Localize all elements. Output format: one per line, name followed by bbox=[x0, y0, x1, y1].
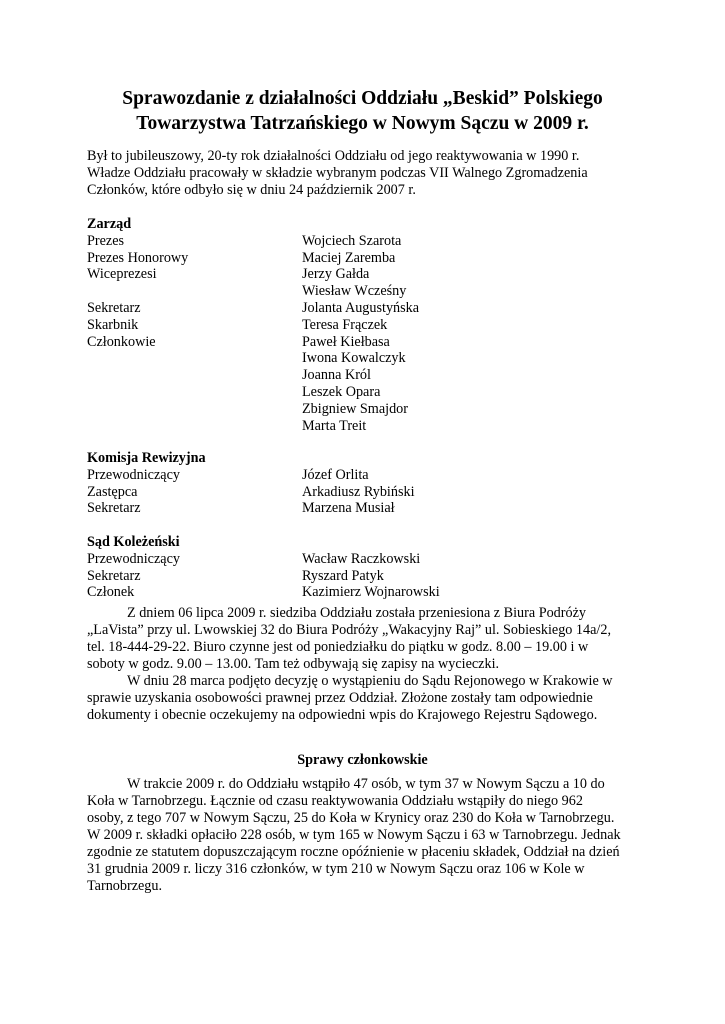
member-name: Wojciech Szarota bbox=[302, 232, 402, 249]
member-name: Jolanta Augustyńska bbox=[302, 299, 420, 316]
member-name: Maciej Zaremba bbox=[302, 249, 396, 266]
intro-paragraph bbox=[87, 148, 657, 199]
zarzad-row bbox=[87, 334, 647, 351]
zarzad-row bbox=[87, 384, 647, 401]
paragraph-line: Tarnobrzegu. bbox=[87, 878, 163, 894]
role-label: Członek bbox=[87, 584, 135, 601]
zarzad-row bbox=[87, 367, 647, 384]
member-name: Józef Orlita bbox=[302, 466, 369, 483]
member-name: Jerzy Gałda bbox=[302, 266, 370, 283]
paragraph-line bbox=[87, 776, 642, 793]
sad-row bbox=[87, 584, 647, 601]
title-line-2: Towarzystwa Tatrzańskiego w Nowym Sączu w 2009 r. bbox=[136, 113, 589, 134]
paragraph-line: tel. 18-444-29-22. Biuro czynne jest od poniedziałku do piątku w godz. 8.00 – 19.00 i w bbox=[87, 639, 589, 655]
role-label: Zastępca bbox=[87, 483, 138, 500]
sad-row bbox=[87, 568, 647, 585]
role-label: Członkowie bbox=[87, 333, 156, 350]
member-name: Marzena Musiał bbox=[302, 500, 395, 517]
paragraph-text: Z dniem 06 lipca 2009 r. siedziba Oddziału została przeniesiona z Biura Podróży bbox=[127, 605, 586, 621]
paragraph-line bbox=[87, 673, 642, 690]
member-name: Leszek Opara bbox=[302, 383, 381, 400]
zarzad-row bbox=[87, 233, 647, 250]
member-name: Wacław Raczkowski bbox=[302, 550, 421, 567]
role-label: Przewodniczący bbox=[87, 466, 180, 483]
role-label: Prezes Honorowy bbox=[87, 249, 189, 266]
sad-heading: Sąd Koleżeński bbox=[87, 534, 180, 550]
sad-row bbox=[87, 551, 647, 568]
role-label: Wiceprezesi bbox=[87, 266, 157, 283]
paragraph-line: „LaVista” przy ul. Lwowskiej 32 do Biura Podróży „Wakacyjny Raj” ul. Sobieskiego 14a/2, bbox=[87, 622, 612, 638]
zarzad-row bbox=[87, 300, 647, 317]
zarzad-row bbox=[87, 350, 647, 367]
komisja-heading: Komisja Rewizyjna bbox=[87, 450, 206, 466]
title-line-1: Sprawozdanie z działalności Oddziału „Beskid” Polskiego bbox=[122, 88, 603, 109]
zarzad-row bbox=[87, 283, 647, 300]
paragraph-line: soboty w godz. 9.00 – 13.00. Tam też odbywają się zapisy na wycieczki. bbox=[87, 656, 500, 672]
role-label: Sekretarz bbox=[87, 500, 141, 517]
paragraph-line bbox=[87, 605, 642, 622]
zarzad-row bbox=[87, 401, 647, 418]
komisja-row bbox=[87, 484, 647, 501]
member-name: Arkadiusz Rybiński bbox=[302, 483, 415, 500]
komisja-section bbox=[87, 450, 647, 517]
zarzad-row bbox=[87, 266, 647, 283]
paragraph-line: sprawie uzyskania osobowości prawnej przez Oddział. Złożone zostały tam odpowiednie bbox=[87, 690, 593, 706]
paragraph-line: dokumenty i obecnie oczekujemy na odpowiedni wpis do Krajowego Rejestru Sądowego. bbox=[87, 707, 598, 723]
role-label: Sekretarz bbox=[87, 299, 141, 316]
komisja-row bbox=[87, 500, 647, 517]
intro-line: Był to jubileuszowy, 20-ty rok działalności Oddziału od jego reaktywowania w 1990 r. bbox=[87, 148, 580, 164]
paragraph-line: Koła w Tarnobrzegu. Łącznie od czasu reaktywowania Oddziału wstąpiły do niego 962 bbox=[87, 793, 583, 809]
member-name: Paweł Kiełbasa bbox=[302, 333, 390, 350]
zarzad-row bbox=[87, 317, 647, 334]
paragraph-text: W trakcie 2009 r. do Oddziału wstąpiło 47 osób, w tym 37 w Nowym Sączu a 10 do bbox=[127, 776, 605, 792]
role-label: Prezes bbox=[87, 232, 125, 249]
membership-heading: Sprawy członkowskie bbox=[297, 752, 428, 768]
member-name: Iwona Kowalczyk bbox=[302, 350, 406, 367]
sad-section bbox=[87, 534, 647, 601]
member-name: Kazimierz Wojnarowski bbox=[302, 584, 440, 601]
role-label: Skarbnik bbox=[87, 316, 139, 333]
member-name: Wiesław Wcześny bbox=[302, 283, 407, 300]
member-name: Ryszard Patyk bbox=[302, 567, 384, 584]
member-name: Teresa Frączek bbox=[302, 316, 388, 333]
paragraph-line: osoby, z tego 707 w Nowym Sączu, 25 do Koła w Krynicy oraz 230 do Koła w Tarnobrzegu. bbox=[87, 810, 615, 826]
paragraph-line: zgodnie ze statutem dopuszczającym roczne opóźnienie w płaceniu składek, Oddział na dzień bbox=[87, 844, 620, 860]
membership-paragraph bbox=[87, 776, 642, 895]
member-name: Joanna Król bbox=[302, 367, 371, 384]
document-title bbox=[60, 86, 665, 136]
member-name: Marta Treit bbox=[302, 417, 367, 434]
komisja-row bbox=[87, 467, 647, 484]
paragraph-text: W dniu 28 marca podjęto decyzję o wystąpieniu do Sądu Rejonowego w Krakowie w bbox=[127, 673, 613, 689]
intro-line: Władze Oddziału pracowały w składzie wybranym podczas VII Walnego Zgromadzenia bbox=[87, 165, 588, 181]
office-paragraph bbox=[87, 605, 642, 724]
intro-line: Członków, które odbyło się w dniu 24 październik 2007 r. bbox=[87, 182, 416, 198]
paragraph-line: W 2009 r. składki opłaciło 228 osób, w tym 165 w Nowym Sączu i 63 w Tarnobrzegu. Jednak bbox=[87, 827, 621, 843]
role-label: Przewodniczący bbox=[87, 550, 180, 567]
paragraph-line: 31 grudnia 2009 r. liczy 316 członków, w tym 210 w Nowym Sączu oraz 106 w Kole w bbox=[87, 861, 585, 877]
role-label: Sekretarz bbox=[87, 567, 141, 584]
zarzad-row bbox=[87, 250, 647, 267]
zarzad-heading: Zarząd bbox=[87, 216, 132, 232]
zarzad-row bbox=[87, 418, 647, 435]
zarzad-section bbox=[87, 216, 647, 434]
member-name: Zbigniew Smajdor bbox=[302, 400, 408, 417]
